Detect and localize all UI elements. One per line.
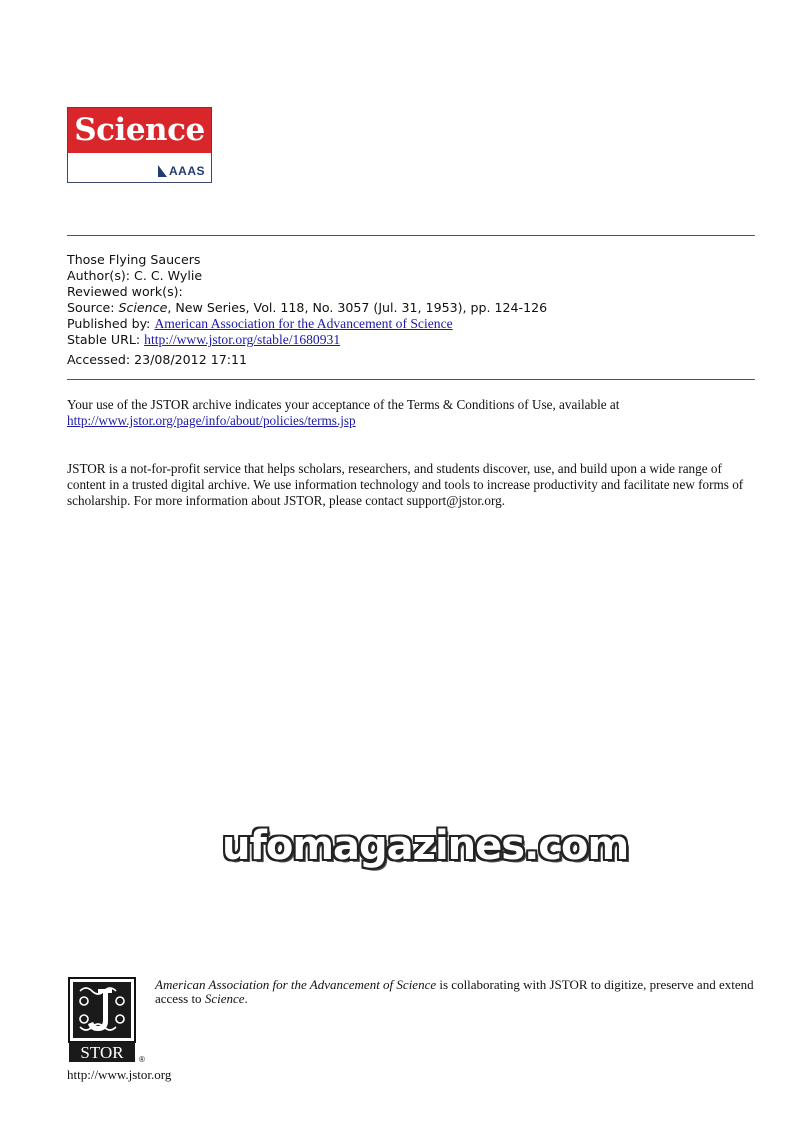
accessed-date: 23/08/2012 17:11 xyxy=(134,351,248,367)
source-label: Source: xyxy=(67,300,115,316)
top-divider xyxy=(67,235,755,236)
source-journal: Science xyxy=(118,300,168,316)
publisher-link[interactable]: American Association for the Advancement of Science xyxy=(154,316,453,332)
collaboration-end: . xyxy=(244,991,248,1006)
published-by-label: Published by: xyxy=(67,316,151,332)
published-by-line xyxy=(67,316,547,332)
article-title: Those Flying Saucers xyxy=(67,252,201,267)
author-name: C. C. Wylie xyxy=(134,268,203,284)
registered-mark: ® xyxy=(139,1055,145,1064)
stable-url-label: Stable URL: xyxy=(67,332,141,348)
terms-link[interactable]: http://www.jstor.org/page/info/about/policies/terms.jsp xyxy=(67,413,356,428)
accessed-line xyxy=(67,352,547,368)
stable-url-line xyxy=(67,332,547,348)
reviewed-works-line: Reviewed work(s): xyxy=(67,284,183,300)
aaas-logo xyxy=(158,164,205,178)
terms-paragraph xyxy=(67,397,757,429)
jstor-home-link[interactable]: http://www.jstor.org xyxy=(67,1067,172,1082)
author-line xyxy=(67,268,547,284)
bottom-divider xyxy=(67,379,755,380)
aaas-emblem-icon xyxy=(158,165,167,177)
author-label: Author(s): xyxy=(67,268,131,284)
collaboration-text: is collaborating with JSTOR to digitize, preserve and extend access to xyxy=(155,977,754,1006)
citation-block xyxy=(67,252,547,368)
collaboration-journal: Science xyxy=(204,991,245,1006)
partner-name: American Association for the Advancement of Science xyxy=(155,977,437,992)
source-details: , New Series, Vol. 118, No. 3057 (Jul. 31, 1953), pp. 124-126 xyxy=(167,300,548,316)
science-wordmark: Science xyxy=(74,112,205,148)
science-logo xyxy=(67,107,212,183)
jstor-logo xyxy=(68,977,146,1064)
about-jstor-paragraph: JSTOR is a not-for-profit service that helps scholars, researchers, and students discover, use, and build upon a wide range of content in a trusted digital archive. We use information technology and tools to increase productivity and facilitate new forms of scholarship. For more information about JSTOR, please contact support@jstor.org. xyxy=(67,461,744,508)
accessed-label: Accessed: xyxy=(67,351,131,367)
jstor-logo-text: STOR xyxy=(80,1043,124,1062)
science-logo-banner xyxy=(68,108,211,153)
collaboration-statement xyxy=(155,978,755,1006)
terms-text: Your use of the JSTOR archive indicates your acceptance of the Terms & Conditions of Use, available at xyxy=(67,397,620,412)
aaas-wordmark: AAAS xyxy=(168,164,205,178)
watermark: ufomagazines.com xyxy=(222,823,629,869)
stable-url-link[interactable]: http://www.jstor.org/stable/1680931 xyxy=(144,332,341,348)
source-line xyxy=(67,300,547,316)
